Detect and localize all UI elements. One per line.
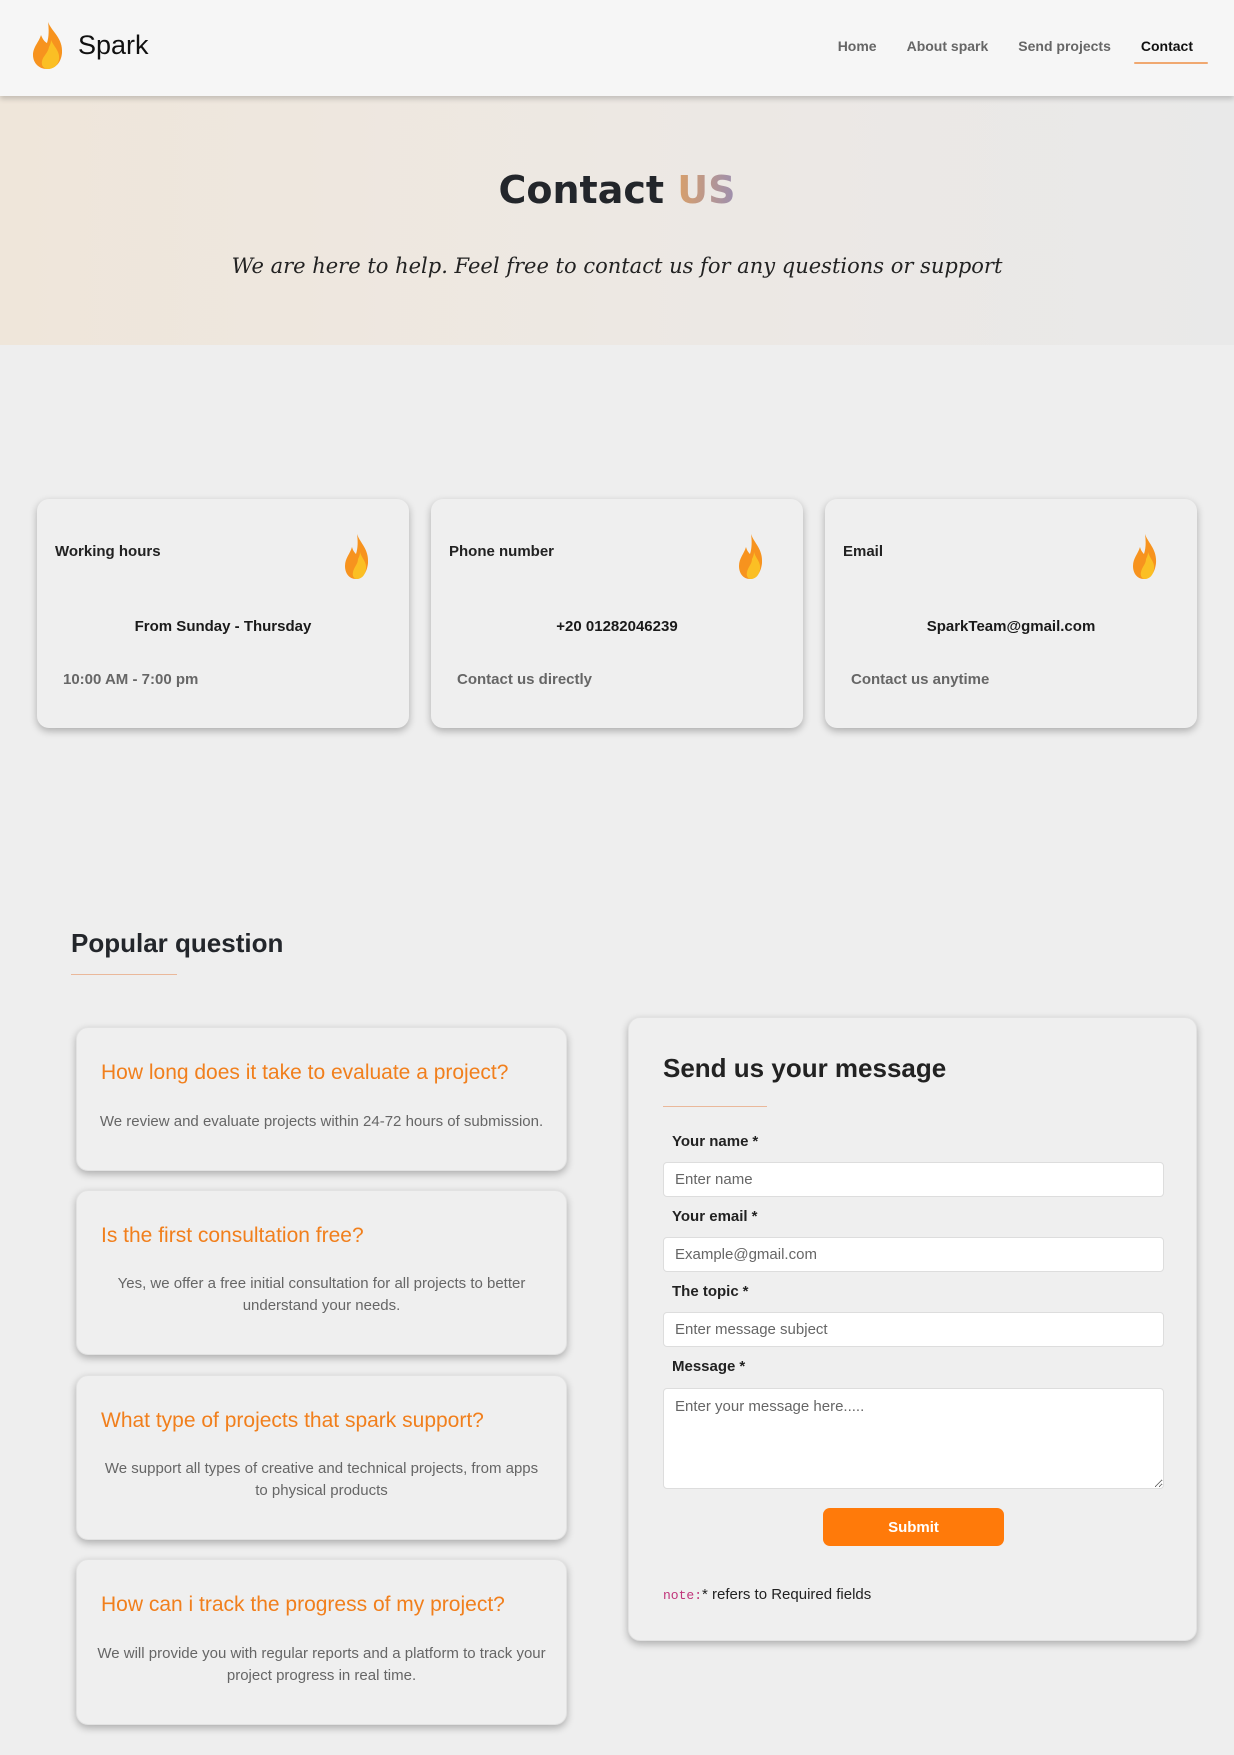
faq-answer: We review and evaluate projects within 24-72 hours of submission. <box>99 1113 544 1130</box>
card-label: Email <box>843 543 884 560</box>
info-card-working-hours <box>37 499 409 728</box>
brand[interactable] <box>30 20 149 70</box>
phone-number[interactable]: +20 01282046239 <box>556 618 678 635</box>
page-subtitle: We are here to help. Feel free to contact us for any questions or support <box>231 254 1003 278</box>
form-title: Send us your message <box>663 1053 947 1083</box>
nav-contact[interactable]: Contact <box>1126 28 1208 64</box>
topic-label <box>672 1283 749 1300</box>
message-textarea[interactable] <box>663 1388 1164 1489</box>
flame-icon <box>343 532 371 580</box>
faq-heading-underline <box>71 974 177 975</box>
faq-heading: Popular question <box>71 928 284 958</box>
nav-home[interactable]: Home <box>837 38 877 54</box>
faq-item[interactable] <box>76 1190 567 1355</box>
info-card-email <box>825 499 1197 728</box>
nav-about-spark[interactable]: About spark <box>906 38 989 54</box>
email-address[interactable]: SparkTeam@gmail.com <box>926 618 1096 635</box>
page-title-accent: US <box>677 168 736 212</box>
message-label-text: Message <box>672 1358 736 1375</box>
faq-answer: We will provide you with regular reports and a platform to track your project progress in real time. <box>97 1645 546 1684</box>
faq-question: How long does it take to evaluate a project? <box>101 1061 509 1084</box>
navbar <box>0 0 1234 96</box>
name-input[interactable] <box>663 1162 1164 1197</box>
email-label <box>672 1208 757 1225</box>
note-key: note: <box>663 1588 703 1603</box>
nav-send-projects[interactable]: Send projects <box>1018 38 1111 54</box>
email-input[interactable] <box>663 1237 1164 1272</box>
faq-answer: We support all types of creative and technical projects, from apps to physical products <box>104 1460 539 1499</box>
faq-question: Is the first consultation free? <box>101 1224 364 1247</box>
brand-name: Spark <box>78 29 149 60</box>
hero-banner <box>0 96 1234 345</box>
card-note: 10:00 AM - 7:00 pm <box>63 671 199 688</box>
nav-links <box>823 28 1208 64</box>
flame-icon <box>30 20 66 70</box>
name-label <box>672 1133 758 1150</box>
card-label: Phone number <box>449 543 555 560</box>
card-note: Contact us directly <box>457 671 593 688</box>
card-value: From Sunday - Thursday <box>134 618 312 635</box>
faq-answer: Yes, we offer a free initial consultation for all projects to better understand your needs. <box>117 1275 526 1314</box>
page-title <box>0 168 1234 212</box>
required-mark: * <box>752 1133 759 1150</box>
flame-icon <box>1131 532 1159 580</box>
email-label-text: Your email <box>672 1208 748 1225</box>
card-note: Contact us anytime <box>851 671 990 688</box>
message-label <box>672 1358 745 1375</box>
flame-icon <box>737 532 765 580</box>
required-mark: * <box>751 1208 758 1225</box>
required-mark: * <box>739 1358 746 1375</box>
info-card-phone <box>431 499 803 728</box>
note-text: * refers to Required fields <box>702 1586 872 1603</box>
page-title-main: Contact <box>498 168 665 212</box>
required-mark: * <box>742 1283 749 1300</box>
name-label-text: Your name <box>672 1133 749 1150</box>
faq-question: How can i track the progress of my project? <box>101 1593 505 1616</box>
submit-button[interactable]: Submit <box>823 1508 1004 1546</box>
form-title-underline <box>663 1106 767 1107</box>
faq-question: What type of projects that spark support? <box>101 1409 484 1432</box>
faq-item[interactable] <box>76 1375 567 1540</box>
required-fields-note <box>663 1586 871 1603</box>
card-label: Working hours <box>55 543 161 560</box>
contact-form <box>628 1017 1197 1641</box>
faq-item[interactable] <box>76 1027 567 1171</box>
faq-item[interactable] <box>76 1559 567 1725</box>
topic-label-text: The topic <box>672 1283 739 1300</box>
topic-input[interactable] <box>663 1312 1164 1347</box>
